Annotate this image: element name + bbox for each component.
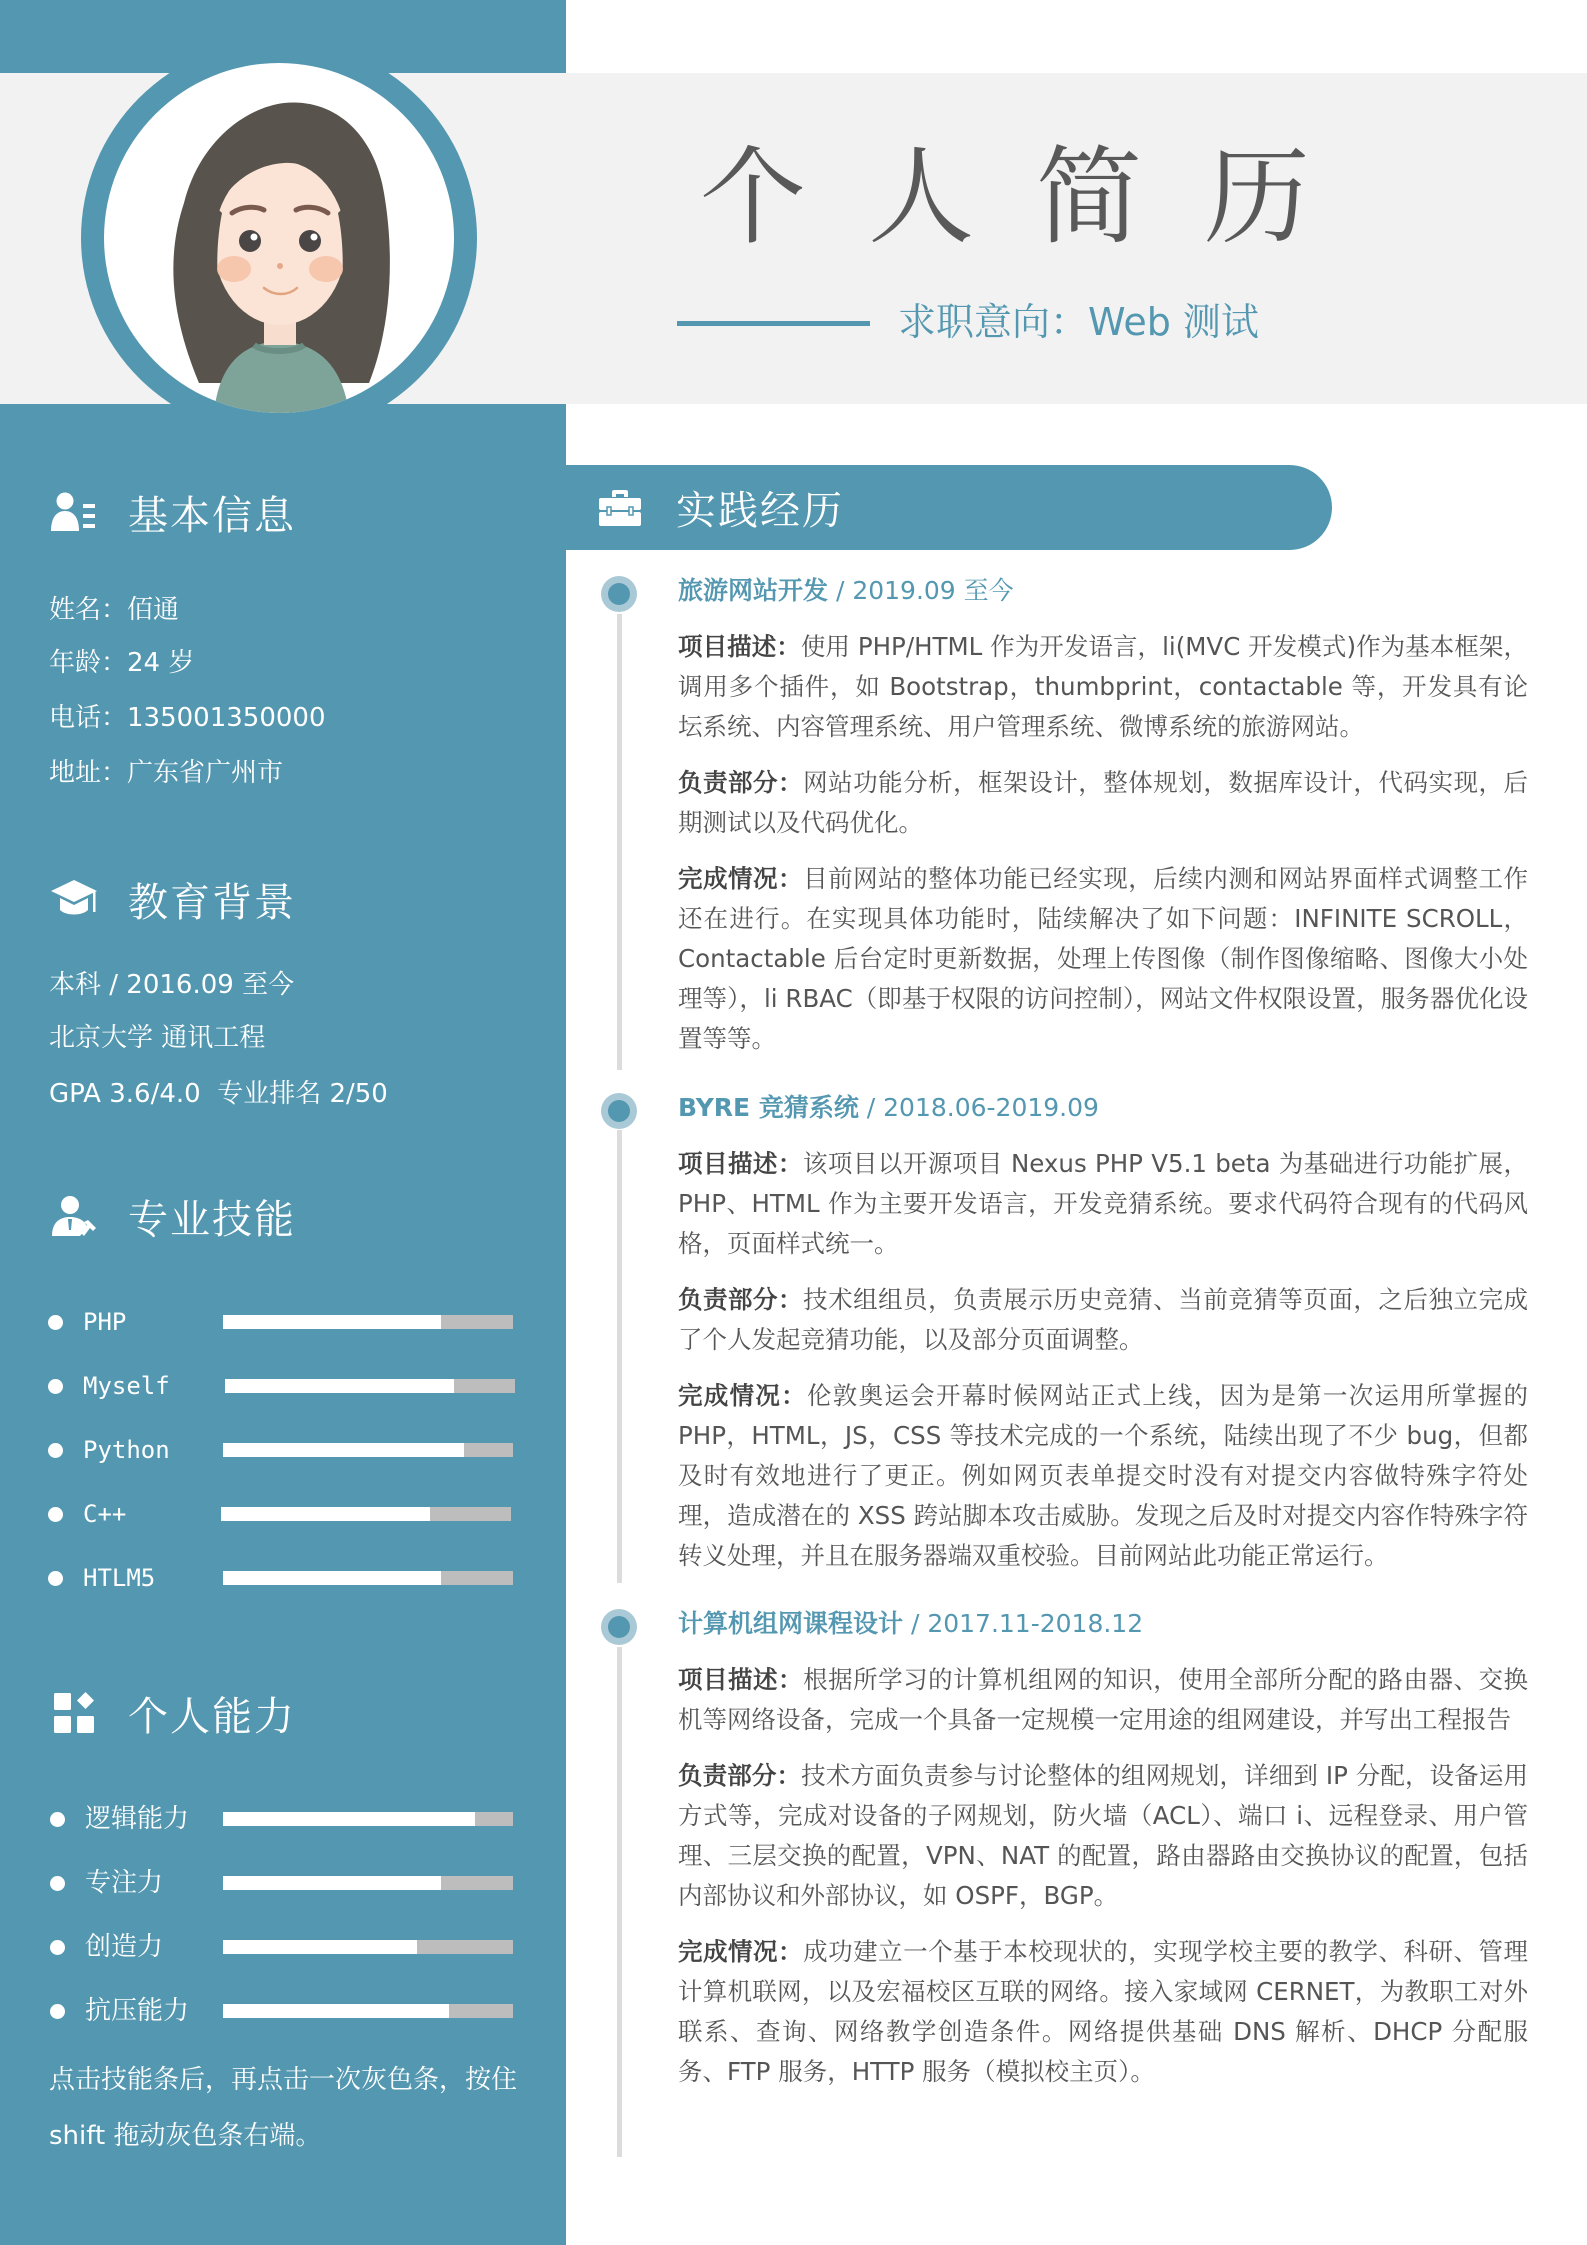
timeline-dot-icon <box>601 576 637 612</box>
ability-bar-track[interactable] <box>223 1812 513 1826</box>
ability-row-logic <box>48 1802 518 1836</box>
entry-responsibility <box>678 1756 1528 1916</box>
entry-responsibility <box>678 763 1528 843</box>
bullet-icon <box>48 1443 63 1458</box>
bullet-icon <box>48 1571 63 1586</box>
timeline-dot-icon <box>601 1609 637 1645</box>
edu-school: 北京大学 通讯工程 <box>49 1023 266 1053</box>
edu-degree: 本科 / 2016.09 至今 <box>49 970 295 1000</box>
skill-bar-fill[interactable] <box>225 1379 454 1393</box>
para-text: 伦敦奥运会开幕时候网站正式上线，因为是第一次运用所掌握的 PHP，HTML，JS，CSS 等技术完成的一个系统，陆续出现了不少 bug，但都及时有效地进行了更正。例如网页表单提交时没有对提交内容做特殊字符处理，造成潜在的 XSS 跨站脚本攻击威胁。发现之后及时对提交内容作特殊字符转义处理，并且在服务器端双重校验。目前网站此功能正常运行。 <box>678 1381 1528 1570</box>
timeline-line <box>617 614 622 1070</box>
skill-row-php <box>48 1305 518 1339</box>
skill-bar-fill[interactable] <box>223 1571 441 1585</box>
entry-name: 旅游网站开发 <box>678 576 829 605</box>
avatar <box>81 40 477 436</box>
entry-result <box>678 1376 1528 1576</box>
ability-name: 创造力 <box>85 1932 164 1962</box>
page-title: 个人简历 <box>700 136 1372 259</box>
girl-illustration-icon <box>104 63 454 413</box>
timeline-line <box>617 1647 622 2157</box>
apps-grid-icon <box>50 1691 98 1735</box>
ability-bar-fill[interactable] <box>223 1812 475 1826</box>
skill-bar-fill[interactable] <box>223 1315 441 1329</box>
abilities-title: 个人能力 <box>128 1693 296 1740</box>
experience-entry <box>678 573 1528 1075</box>
info-address: 地址：广东省广州市 <box>49 758 284 788</box>
para-label: 完成情况： <box>678 1381 807 1410</box>
basic-info-heading <box>50 482 296 542</box>
ability-bar-track[interactable] <box>223 2004 513 2018</box>
para-label: 项目描述： <box>678 1665 804 1694</box>
subtitle-divider <box>677 321 870 326</box>
basic-info-title: 基本信息 <box>128 492 296 539</box>
ability-row-creativity <box>48 1930 518 1964</box>
abilities-heading <box>50 1683 296 1743</box>
ability-bar-fill[interactable] <box>223 2004 449 2018</box>
bullet-icon <box>50 1876 65 1891</box>
entry-result <box>678 1932 1528 2092</box>
para-label: 项目描述： <box>678 1149 803 1178</box>
entry-description <box>678 627 1528 747</box>
entry-responsibility <box>678 1280 1528 1360</box>
entry-period: / 2018.06-2019.09 <box>858 1093 1099 1122</box>
skill-row-cpp <box>48 1497 518 1531</box>
entry-name: 计算机组网课程设计 <box>678 1609 904 1638</box>
experience-entry <box>678 1606 1528 2108</box>
skill-name: PHP <box>83 1308 127 1336</box>
para-label: 负责部分： <box>678 1761 802 1790</box>
graduation-cap-icon <box>50 877 98 921</box>
skill-name: Python <box>83 1436 170 1464</box>
ability-bar-track[interactable] <box>223 1876 513 1890</box>
skill-bar-track[interactable] <box>221 1507 511 1521</box>
para-text: 成功建立一个基于本校现状的，实现学校主要的教学、科研、管理计算机联网，以及宏福校区互联的网络。接入家域网 CERNET，为教职工对外联系、查询、网络教学创造条件。网络提供基础 DNS 解析、DHCP 分配服务、FTP 服务，HTTP 服务（模拟校主页）。 <box>678 1937 1528 2086</box>
para-label: 负责部分： <box>678 768 804 797</box>
experience-title: 实践经历 <box>676 488 844 534</box>
entry-title <box>678 1606 1528 1642</box>
skill-name: HTLM5 <box>83 1564 156 1592</box>
bullet-icon <box>48 1507 63 1522</box>
usage-note: 点击技能条后，再点击一次灰色条，按住 shift 拖动灰色条右端。 <box>49 2065 518 2151</box>
skill-bar-track[interactable] <box>223 1315 513 1329</box>
para-text: 该项目以开源项目 Nexus PHP V5.1 beta 为基础进行功能扩展，PHP、HTML 作为主要开发语言，开发竞猜系统。要求代码符合现有的代码风格，页面样式统一。 <box>678 1149 1529 1258</box>
info-name: 姓名：佰通 <box>49 595 180 625</box>
para-text: 目前网站的整体功能已经实现，后续内测和网站界面样式调整工作还在进行。在实现具体功能时，陆续解决了如下问题：INFINITE SCROLL，Contactable 后台定时更新数据，处理上传图像（制作图像缩略、图像大小处理等），li RBAC（即基于权限的访问控制），网站文件权限设置，服务器优化设置等等。 <box>678 864 1528 1053</box>
entry-period: / 2019.09 至今 <box>828 576 1014 605</box>
para-text: 技术组组员，负责展示历史竞猜、当前竞猜等页面，之后独立完成了个人发起竞猜功能，以及部分页面调整。 <box>678 1285 1528 1354</box>
entry-period: / 2017.11-2018.12 <box>903 1609 1144 1638</box>
skill-name: C++ <box>83 1500 127 1528</box>
entry-title <box>678 573 1528 609</box>
ability-bar-fill[interactable] <box>223 1876 441 1890</box>
ability-row-focus <box>48 1866 518 1900</box>
entry-description <box>678 1660 1528 1740</box>
para-text: 使用 PHP/HTML 作为开发语言，li(MVC 开发模式)作为基本框架，调用多个插件，如 Bootstrap，thumbprint，contactable 等，开发具有论坛系统、内容管理系统、用户管理系统、微博系统的旅游网站。 <box>678 632 1529 741</box>
bullet-icon <box>50 1940 65 1955</box>
ability-name: 专注力 <box>85 1868 164 1898</box>
para-label: 项目描述： <box>678 632 801 661</box>
entry-name: BYRE 竞猜系统 <box>678 1093 859 1122</box>
experience-heading <box>566 465 1332 550</box>
para-label: 完成情况： <box>678 1937 804 1966</box>
skill-bar-track[interactable] <box>225 1379 515 1393</box>
briefcase-icon <box>598 489 642 527</box>
skill-row-html5 <box>48 1561 518 1595</box>
ability-row-pressure <box>48 1994 518 2028</box>
engineer-icon <box>50 1194 98 1238</box>
avatar-photo <box>104 63 454 413</box>
ability-bar-track[interactable] <box>223 1940 513 1954</box>
user-list-icon <box>50 490 98 534</box>
info-phone: 电话：135001350000 <box>49 703 326 733</box>
bullet-icon <box>48 1315 63 1330</box>
entry-description <box>678 1144 1528 1264</box>
para-label: 负责部分： <box>678 1285 804 1314</box>
para-text: 技术方面负责参与讨论整体的组网规划，详细到 IP 分配，设备运用方式等，完成对设备的子网规划，防火墙（ACL）、端口 i、远程登录、用户管理、三层交换的配置，VPN、NAT 的配置，路由器路由交换协议的配置，包括内部协议和外部协议，如 OSPF，BGP。 <box>678 1761 1528 1910</box>
edu-gpa: GPA 3.6/4.0 专业排名 2/50 <box>49 1079 388 1109</box>
skill-bar-track[interactable] <box>223 1443 513 1457</box>
skill-row-python <box>48 1433 518 1467</box>
bullet-icon <box>50 1812 65 1827</box>
ability-name: 逻辑能力 <box>85 1804 190 1834</box>
skill-bar-fill[interactable] <box>223 1443 464 1457</box>
skill-bar-track[interactable] <box>223 1571 513 1585</box>
ability-name: 抗压能力 <box>85 1996 190 2026</box>
entry-title <box>678 1090 1528 1126</box>
skill-bar-fill[interactable] <box>221 1507 430 1521</box>
info-age: 年龄：24 岁 <box>49 648 195 678</box>
timeline-dot-icon <box>601 1093 637 1129</box>
para-label: 完成情况： <box>678 864 804 893</box>
experience-entry <box>678 1090 1528 1592</box>
job-objective: 求职意向：Web 测试 <box>898 300 1259 344</box>
entry-result <box>678 859 1528 1059</box>
timeline-line <box>617 1130 622 1583</box>
skill-row-myself <box>48 1369 518 1403</box>
skills-title: 专业技能 <box>128 1196 296 1243</box>
para-text: 根据所学习的计算机组网的知识，使用全部所分配的路由器、交换机等网络设备，完成一个具备一定规模一定用途的组网建设，并写出工程报告 <box>678 1665 1528 1734</box>
ability-bar-fill[interactable] <box>223 1940 417 1954</box>
bullet-icon <box>48 1379 63 1394</box>
skills-heading <box>50 1186 296 1246</box>
para-text: 网站功能分析，框架设计，整体规划，数据库设计，代码实现，后期测试以及代码优化。 <box>678 768 1528 837</box>
education-title: 教育背景 <box>128 879 296 926</box>
education-heading <box>50 869 296 929</box>
bullet-icon <box>50 2004 65 2019</box>
skill-name: Myself <box>83 1372 170 1400</box>
